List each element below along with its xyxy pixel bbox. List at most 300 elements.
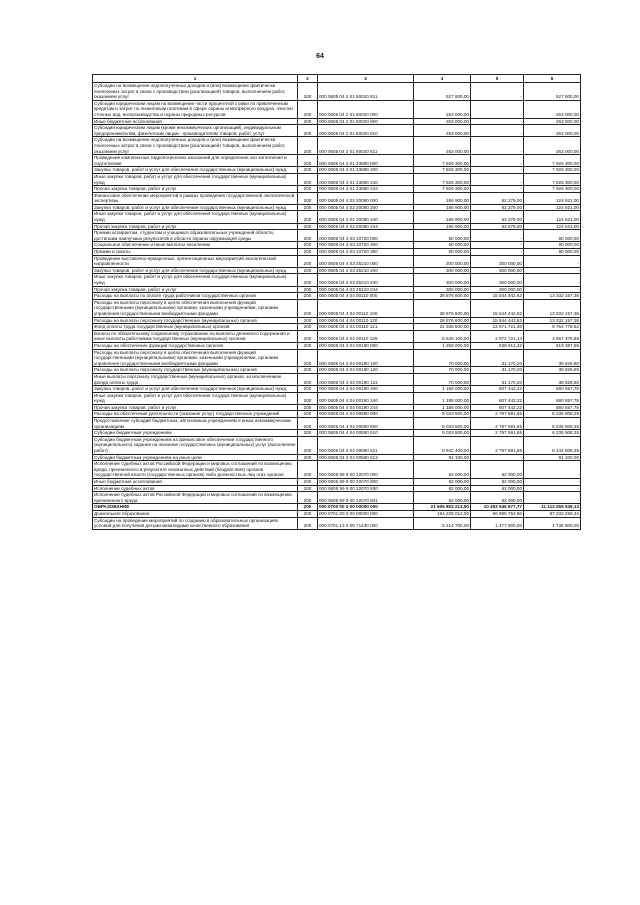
line-code: 200 xyxy=(298,299,318,317)
row-name: Расходы на обеспечение деятельности (оказание услуг) государственных учреждений xyxy=(93,411,298,418)
approved-amount: 60 000,00 xyxy=(414,230,471,242)
unexecuted-amount: 263 000,00 xyxy=(524,100,581,118)
approved-amount: 91 100,00 xyxy=(414,454,471,461)
line-code: 200 xyxy=(298,192,318,204)
unexecuted-amount: 11 112 255 536,13 xyxy=(524,504,581,511)
unexecuted-amount: 13 332 157,38 xyxy=(524,293,581,300)
budget-classification-code: 000 0605 04 4 04 00590 611 xyxy=(318,436,414,454)
row-name: Премии аспирантам, студентам и учащимся образовательных учреждений области, достигшим наилучших результатов в области охраны окружающей среды xyxy=(93,230,298,242)
executed-amount: 607 442,22 xyxy=(471,386,524,393)
budget-classification-code: 000 0605 04 4 01 23680 000 xyxy=(318,155,414,167)
table-row xyxy=(93,479,581,486)
unexecuted-amount: - xyxy=(524,274,581,286)
executed-amount: 15 544 442,62 xyxy=(471,293,524,300)
table-row xyxy=(93,317,581,324)
table-row xyxy=(93,324,581,331)
table-row xyxy=(93,137,581,155)
table-row xyxy=(93,83,581,101)
unexecuted-amount: 13 332 157,38 xyxy=(524,317,581,324)
line-code: 200 xyxy=(298,330,318,342)
row-name: Субсидии на возмещение недополученных доходов и (или) возмещение фактически понесенных затрат в связи с производством (реализацией) товаров, выполнением работ, оказанием услуг xyxy=(93,137,298,155)
unexecuted-amount: 124 621,00 xyxy=(524,204,581,211)
line-code: 200 xyxy=(298,454,318,461)
unexecuted-amount: 6 235 908,35 xyxy=(524,411,581,418)
executed-amount: - xyxy=(471,242,524,249)
unexecuted-amount: 6 235 908,35 xyxy=(524,418,581,430)
row-name: Расходы на выплаты персоналу государственных (муниципальных) органов xyxy=(93,367,298,374)
line-code: 200 xyxy=(298,386,318,393)
unexecuted-amount: - xyxy=(524,492,581,504)
table-row xyxy=(93,230,581,242)
budget-classification-code: 000 0605 04 4 02 20080 244 xyxy=(318,223,414,230)
budget-classification-code: 000 0605 04 4 04 00190 000 xyxy=(318,342,414,349)
executed-amount: 2 797 591,65 xyxy=(471,430,524,437)
column-header: 4 xyxy=(414,75,471,83)
column-header: 3 xyxy=(318,75,414,83)
unexecuted-amount: - xyxy=(524,479,581,486)
line-code: 200 xyxy=(298,504,318,511)
executed-amount: 10 493 546 677,77 xyxy=(471,504,524,511)
budget-classification-code: 000 0605 04 4 04 00110 100 xyxy=(318,299,414,317)
approved-amount: 1 188 000,00 xyxy=(414,404,471,411)
unexecuted-amount: 527 600,00 xyxy=(524,83,581,101)
table-row xyxy=(93,186,581,193)
table-row xyxy=(93,255,581,267)
table-row xyxy=(93,330,581,342)
line-code: 200 xyxy=(298,211,318,223)
approved-amount: 186 900,00 xyxy=(414,223,471,230)
row-name: Исполнение судебных актов Российской Федерации и мировых соглашений по возмещению причиненного вреда xyxy=(93,492,298,504)
executed-amount: 1 477 900,00 xyxy=(471,517,524,529)
table-row xyxy=(93,436,581,454)
executed-amount: 2 797 591,65 xyxy=(471,411,524,418)
table-row xyxy=(93,418,581,430)
line-code: 200 xyxy=(298,223,318,230)
line-code: 200 xyxy=(298,479,318,486)
approved-amount: 7 926 300,00 xyxy=(414,173,471,185)
column-header: 2 xyxy=(298,75,318,83)
unexecuted-amount: 580 557,78 xyxy=(524,404,581,411)
budget-classification-code: 000 0605 04 4 04 00190 122 xyxy=(318,373,414,385)
line-code: 200 xyxy=(298,317,318,324)
approved-amount: 186 900,00 xyxy=(414,192,471,204)
table-row xyxy=(93,192,581,204)
executed-amount: 62 279,00 xyxy=(471,204,524,211)
budget-classification-code: 000 0605 04 4 02 20080 200 xyxy=(318,204,414,211)
unexecuted-amount: 9 764 778,52 xyxy=(524,324,581,331)
approved-amount: 28 876 600,00 xyxy=(414,293,471,300)
executed-amount: 300 000,00 xyxy=(471,255,524,267)
unexecuted-amount: 580 557,78 xyxy=(524,386,581,393)
table-row xyxy=(93,167,581,174)
executed-amount: - xyxy=(471,167,524,174)
approved-amount: 28 876 600,00 xyxy=(414,317,471,324)
line-code: 200 xyxy=(298,461,318,479)
approved-amount: 62 000,00 xyxy=(414,479,471,486)
unexecuted-amount: 7 926 300,00 xyxy=(524,173,581,185)
line-code: 200 xyxy=(298,125,318,137)
line-code: 200 xyxy=(298,267,318,274)
line-code: 200 xyxy=(298,517,318,529)
approved-amount: 6 214 700,00 xyxy=(414,517,471,529)
unexecuted-amount: 4 736 800,00 xyxy=(524,517,581,529)
row-name: Субсидии бюджетным учреждениям на финансовое обеспечение государственного (муниципального) задания на оказание государственных (муниципальных) услуг (выполнение работ) xyxy=(94,436,296,454)
approved-amount: 7 926 300,00 xyxy=(414,186,471,193)
executed-amount: 62 000,00 xyxy=(471,461,524,479)
approved-amount: 28 876 600,00 xyxy=(414,299,471,317)
budget-classification-code: 000 0605 99 9 00 22070 830 xyxy=(318,485,414,492)
table-row xyxy=(93,454,581,461)
budget-classification-code: 000 0605 04 2 01 60020 810 xyxy=(318,125,414,137)
row-name: Иные выплаты персоналу государственных (муниципальных) органов, за исключением фонда оплаты труда xyxy=(93,373,298,385)
budget-classification-code: 000 0701 13 4 05 71430 000 xyxy=(318,517,414,529)
row-name: Расходы на выплаты персоналу государственных (муниципальных) органов xyxy=(93,317,298,324)
executed-amount: - xyxy=(471,100,524,118)
approved-amount: 300 000,00 xyxy=(414,255,471,267)
approved-amount: 300 000,00 xyxy=(414,274,471,286)
approved-amount: 7 926 300,00 xyxy=(414,155,471,167)
approved-amount: 62 000,00 xyxy=(414,485,471,492)
line-code: 200 xyxy=(298,274,318,286)
table-row xyxy=(93,461,581,479)
line-code: 200 xyxy=(298,367,318,374)
row-name: Предоставление субсидий бюджетным, автономным учреждениям и иным некоммерческим организациям xyxy=(93,418,298,430)
budget-classification-code: 000 0605 04 4 04 00590 610 xyxy=(318,430,414,437)
row-name: Иные бюджетные ассигнования xyxy=(93,479,298,486)
budget-classification-code: 000 0605 04 2 01 60020 811 xyxy=(318,137,414,155)
budget-classification-code: 000 0605 04 4 02 20080 240 xyxy=(318,211,414,223)
unexecuted-amount: 38 829,80 xyxy=(524,367,581,374)
line-code: 200 xyxy=(298,324,318,331)
executed-amount: 300 000,00 xyxy=(471,267,524,274)
unexecuted-amount: 263 000,00 xyxy=(524,118,581,125)
row-name: Прочая закупка товаров, работ и услуг xyxy=(93,186,298,193)
approved-amount: 1 188 000,00 xyxy=(414,392,471,404)
table-row xyxy=(93,342,581,349)
table-row xyxy=(93,485,581,492)
approved-amount: 9 033 500,00 xyxy=(414,411,471,418)
table-header-row xyxy=(93,75,581,83)
approved-amount: 527 600,00 xyxy=(414,83,471,101)
line-code: 200 xyxy=(298,510,318,517)
line-code: 200 xyxy=(298,430,318,437)
row-name: Субсидии на возмещение недополученных доходов и (или) возмещение фактически понесенных затрат в связи с производством (реализацией) товаров, выполнением работ, оказанием услуг xyxy=(93,83,298,101)
table-row xyxy=(93,504,581,511)
budget-classification-code: 000 0605 04 4 04 00110 000 xyxy=(318,293,414,300)
approved-amount: 21 605 802 213,90 xyxy=(414,504,471,511)
row-name: Прочая закупка товаров, работ и услуг xyxy=(93,404,298,411)
unexecuted-amount: 91 100,00 xyxy=(524,454,581,461)
executed-amount: 62 000,00 xyxy=(471,485,524,492)
row-name: Расходы на выплаты персоналу в целях обеспечения выполнения функций государственными (муниципальными) органами, казенными учреждениями, органами управления государственными внебюджетными фондами xyxy=(93,349,298,367)
table-row xyxy=(93,517,581,529)
row-name: Социальное обеспечение и иные выплаты населению xyxy=(93,242,298,249)
column-header: 5 xyxy=(471,75,524,83)
budget-classification-code: 000 0701 00 0 00 00000 000 xyxy=(318,510,414,517)
budget-classification-code: 000 0605 04 2 01 60020 000 xyxy=(318,100,414,118)
line-code: 200 xyxy=(298,230,318,242)
line-code: 200 xyxy=(298,155,318,167)
executed-amount: - xyxy=(471,83,524,101)
row-name: Закупка товаров, работ и услуг для обеспечения государственных (муниципальных) нужд xyxy=(93,267,298,274)
row-name: Субсидии бюджетным учреждениям xyxy=(93,430,298,437)
approved-amount: 263 000,00 xyxy=(414,118,471,125)
budget-classification-code: 000 0605 04 4 04 00110 120 xyxy=(318,317,414,324)
line-code: 200 xyxy=(298,404,318,411)
table-row xyxy=(93,267,581,274)
table-row xyxy=(93,293,581,300)
budget-classification-code: 000 0605 04 4 02 20080 000 xyxy=(318,192,414,204)
line-code: 200 xyxy=(298,418,318,430)
executed-amount: 62 279,00 xyxy=(471,192,524,204)
row-name: Прочая закупка товаров, работ и услуг xyxy=(93,286,298,293)
executed-amount: 607 442,22 xyxy=(471,404,524,411)
row-name: Иные закупки товаров, работ и услуг для обеспечения государственных (муниципальных) нужд xyxy=(93,274,298,286)
executed-amount: 31 170,20 xyxy=(471,367,524,374)
approved-amount: 300 000,00 xyxy=(414,267,471,274)
budget-classification-code: 000 0605 04 4 03 25210 000 xyxy=(318,255,414,267)
page-number: 64 xyxy=(316,53,324,60)
budget-classification-code: 000 0605 04 4 04 00190 100 xyxy=(318,349,414,367)
approved-amount: 9 033 500,00 xyxy=(414,418,471,430)
table-row xyxy=(93,430,581,437)
unexecuted-amount: 580 557,78 xyxy=(524,392,581,404)
table-row xyxy=(93,274,581,286)
row-name: Закупка товаров, работ и услуг для обеспечения государственных (муниципальных) нужд xyxy=(93,167,298,174)
executed-amount: 62 000,00 xyxy=(471,492,524,504)
budget-classification-code: 000 0605 04 4 04 00190 244 xyxy=(318,404,414,411)
approved-amount: 60 000,00 xyxy=(414,249,471,256)
row-name: Субсидии юридическим лицам на возмещение части процентной ставки по привлеченным кредитам и затрат по лизинговым платежам в сфере охраны атмосферного воздуха, очистки сточных вод, воспроизводства и охраны природных ресурсов xyxy=(93,100,298,118)
line-code: 200 xyxy=(298,392,318,404)
table-row xyxy=(93,173,581,185)
line-code: 200 xyxy=(298,436,318,454)
row-name: Иные бюджетные ассигнования xyxy=(93,118,298,125)
executed-amount: - xyxy=(471,186,524,193)
line-code: 200 xyxy=(298,242,318,249)
executed-amount: - xyxy=(471,137,524,155)
executed-amount: 2 972 721,14 xyxy=(471,330,524,342)
table-row xyxy=(93,100,581,118)
unexecuted-amount: 124 621,00 xyxy=(524,223,581,230)
executed-amount: 62 000,00 xyxy=(471,479,524,486)
row-name: Исполнение судебных актов Российской Федерации и мировых соглашений по возмещению вреда, причиненного в результате незаконных действий (бездействия) органов государственной власти (государственных органов) либо должностных лиц этих органов xyxy=(93,461,298,479)
approved-amount: 9 033 500,00 xyxy=(414,430,471,437)
row-name: Дошкольное образование xyxy=(93,510,298,517)
row-name: Субсидии бюджетным учреждениям на иные цели xyxy=(93,454,298,461)
executed-amount: - xyxy=(471,118,524,125)
unexecuted-amount: 6 235 908,35 xyxy=(524,430,581,437)
table-row xyxy=(93,211,581,223)
row-name: Проведение комплексных гидрологических изысканий для определения зон затопления и подтопления xyxy=(93,155,298,167)
row-name: Премии и гранты xyxy=(93,249,298,256)
approved-amount: 7 926 300,00 xyxy=(414,167,471,174)
table-row xyxy=(93,392,581,404)
budget-classification-code: 000 0605 04 4 03 10720 350 xyxy=(318,249,414,256)
unexecuted-amount: - xyxy=(524,461,581,479)
line-code: 200 xyxy=(298,186,318,193)
table-row xyxy=(93,249,581,256)
approved-amount: 263 000,00 xyxy=(414,137,471,155)
budget-classification-code: 000 0605 04 4 03 25210 244 xyxy=(318,286,414,293)
row-name: Взносы по обязательному социальному страхованию на выплаты денежного содержания и иные выплаты работникам государственных (муниципальных) органов xyxy=(93,330,298,342)
budget-classification-code: 000 0605 99 9 00 22070 800 xyxy=(318,479,414,486)
table-row xyxy=(93,411,581,418)
line-code: 200 xyxy=(298,349,318,367)
budget-classification-code: 000 0605 04 4 03 10720 300 xyxy=(318,242,414,249)
executed-amount: - xyxy=(471,454,524,461)
unexecuted-amount: 38 829,80 xyxy=(524,349,581,367)
executed-amount: - xyxy=(471,249,524,256)
line-code: 200 xyxy=(298,342,318,349)
budget-classification-code: 000 0700 00 0 00 00000 000 xyxy=(318,504,414,511)
row-name: Субсидии на проведение мероприятий по созданию в образовательных организациях условий для получения детьми-инвалидами качественного образования xyxy=(93,517,298,529)
approved-amount: 1 188 000,00 xyxy=(414,386,471,393)
line-code: 200 xyxy=(298,492,318,504)
line-code: 200 xyxy=(298,485,318,492)
budget-classification-code: 000 0605 04 4 04 00190 120 xyxy=(318,367,414,374)
unexecuted-amount: 38 829,80 xyxy=(524,373,581,385)
executed-amount: 300 000,00 xyxy=(471,274,524,286)
budget-classification-code: 000 0605 04 4 04 00110 121 xyxy=(318,324,414,331)
line-code: 200 xyxy=(298,293,318,300)
approved-amount: 164 228 012,00 xyxy=(414,510,471,517)
row-name: Фонд оплаты труда государственных (муниципальных) органов xyxy=(93,324,298,331)
executed-amount: 31 170,20 xyxy=(471,349,524,367)
unexecuted-amount: - xyxy=(524,267,581,274)
unexecuted-amount: 619 387,58 xyxy=(524,342,581,349)
line-code: 200 xyxy=(298,167,318,174)
approved-amount: 70 000,00 xyxy=(414,373,471,385)
approved-amount: 62 000,00 xyxy=(414,492,471,504)
line-code: 200 xyxy=(298,411,318,418)
executed-amount: - xyxy=(471,230,524,242)
unexecuted-amount: - xyxy=(524,255,581,267)
budget-classification-code: 000 0605 04 4 01 23680 244 xyxy=(318,186,414,193)
table-row xyxy=(93,367,581,374)
approved-amount: 70 000,00 xyxy=(414,367,471,374)
row-name: Проведение выставочно-ярмарочных, презентационных мероприятий экологической направленности xyxy=(93,255,298,267)
row-name: Расходы на выплаты персоналу в целях обеспечения выполнения функций государственными (муниципальными) органами, казенными учреждениями, органами управления государственными внебюджетными фондами xyxy=(93,299,298,317)
approved-amount: 22 336 500,00 xyxy=(414,324,471,331)
row-name: Расходы на обеспечение функций государственных органов xyxy=(93,342,298,349)
budget-classification-code: 000 0605 04 4 03 25210 240 xyxy=(318,274,414,286)
table-row xyxy=(93,349,581,367)
budget-classification-code: 000 0605 04 4 04 00590 600 xyxy=(318,418,414,430)
line-code: 200 xyxy=(298,204,318,211)
approved-amount: 263 000,00 xyxy=(414,125,471,137)
unexecuted-amount: - xyxy=(524,286,581,293)
executed-amount: 638 612,42 xyxy=(471,342,524,349)
unexecuted-amount: 7 926 300,00 xyxy=(524,186,581,193)
line-code: 200 xyxy=(298,286,318,293)
row-name: Субсидии юридическим лицам (кроме некоммерческих организаций), индивидуальным предпринимателям, физическим лицам - производителям товаров, работ, услуг xyxy=(93,125,298,137)
executed-amount: 607 442,22 xyxy=(471,392,524,404)
table-row xyxy=(93,404,581,411)
executed-amount: 300 000,00 xyxy=(471,286,524,293)
row-name: Исполнение судебных актов xyxy=(93,485,298,492)
unexecuted-amount: 263 000,00 xyxy=(524,137,581,155)
executed-amount: 66 995 752,66 xyxy=(471,510,524,517)
approved-amount: 70 000,00 xyxy=(414,349,471,367)
budget-classification-code: 000 0605 04 4 04 00590 000 xyxy=(318,411,414,418)
unexecuted-amount: 13 332 157,38 xyxy=(524,299,581,317)
table-row xyxy=(93,386,581,393)
row-name: ОБРАЗОВАНИЕ xyxy=(93,504,298,511)
line-code: 200 xyxy=(298,173,318,185)
unexecuted-amount: 97 232 259,34 xyxy=(524,510,581,517)
unexecuted-amount: 3 567 378,86 xyxy=(524,330,581,342)
approved-amount: 263 000,00 xyxy=(414,100,471,118)
approved-amount: 60 000,00 xyxy=(414,242,471,249)
budget-classification-code: 000 0605 04 4 04 00190 240 xyxy=(318,392,414,404)
table-row xyxy=(93,373,581,385)
table-row xyxy=(93,492,581,504)
budget-classification-code: 000 0605 04 4 03 25210 200 xyxy=(318,267,414,274)
unexecuted-amount: 60 000,00 xyxy=(524,249,581,256)
unexecuted-amount: 60 000,00 xyxy=(524,230,581,242)
table-row xyxy=(93,125,581,137)
column-header: 1 xyxy=(93,75,298,83)
approved-amount: 62 000,00 xyxy=(414,461,471,479)
executed-amount: - xyxy=(471,155,524,167)
unexecuted-amount: 6 144 808,35 xyxy=(524,436,581,454)
budget-classification-code: 000 0605 99 9 00 22070 000 xyxy=(318,461,414,479)
table-row xyxy=(93,286,581,293)
unexecuted-amount: 124 621,00 xyxy=(524,192,581,204)
executed-amount: 62 279,00 xyxy=(471,211,524,223)
line-code: 200 xyxy=(298,255,318,267)
budget-classification-code: 000 0605 04 4 03 10720 000 xyxy=(318,230,414,242)
table-row xyxy=(93,155,581,167)
budget-execution-table xyxy=(92,74,581,530)
row-name: Иные закупки товаров, работ и услуг для обеспечения государственных (муниципальных) нужд xyxy=(93,173,298,185)
row-name: Прочая закупка товаров, работ и услуг xyxy=(93,223,298,230)
approved-amount: 8 942 400,00 xyxy=(414,436,471,454)
table-row xyxy=(93,204,581,211)
line-code: 200 xyxy=(298,137,318,155)
row-name: Расходы на выплаты по оплате труда работников государственных органов xyxy=(93,293,298,300)
column-header: 6 xyxy=(524,75,581,83)
executed-amount: - xyxy=(471,173,524,185)
budget-classification-code: 000 0605 04 4 04 00110 129 xyxy=(318,330,414,342)
unexecuted-amount: - xyxy=(524,485,581,492)
line-code: 200 xyxy=(298,118,318,125)
budget-classification-code: 000 0605 99 9 00 22070 831 xyxy=(318,492,414,504)
unexecuted-amount: 7 926 300,00 xyxy=(524,167,581,174)
budget-classification-code: 000 0605 04 2 01 60010 811 xyxy=(318,83,414,101)
budget-classification-code: 000 0605 04 4 04 00590 612 xyxy=(318,454,414,461)
executed-amount: 62 279,00 xyxy=(471,223,524,230)
row-name: Иные закупки товаров, работ и услуг для обеспечения государственных (муниципальных) нужд xyxy=(93,392,298,404)
line-code: 200 xyxy=(298,83,318,101)
row-name: Закупка товаров, работ и услуг для обеспечения государственных (муниципальных) нужд xyxy=(93,204,298,211)
approved-amount: 186 900,00 xyxy=(414,204,471,211)
executed-amount: 31 170,20 xyxy=(471,373,524,385)
line-code: 200 xyxy=(298,249,318,256)
table-row xyxy=(93,223,581,230)
line-code: 200 xyxy=(298,373,318,385)
executed-amount: 12 571 721,48 xyxy=(471,324,524,331)
line-code: 200 xyxy=(298,100,318,118)
budget-classification-code: 000 0605 04 2 01 60020 800 xyxy=(318,118,414,125)
table-row xyxy=(93,510,581,517)
approved-amount: 300 000,00 xyxy=(414,286,471,293)
executed-amount: 15 544 442,62 xyxy=(471,317,524,324)
table-row xyxy=(93,118,581,125)
unexecuted-amount: 60 000,00 xyxy=(524,242,581,249)
approved-amount: 1 258 000,00 xyxy=(414,342,471,349)
